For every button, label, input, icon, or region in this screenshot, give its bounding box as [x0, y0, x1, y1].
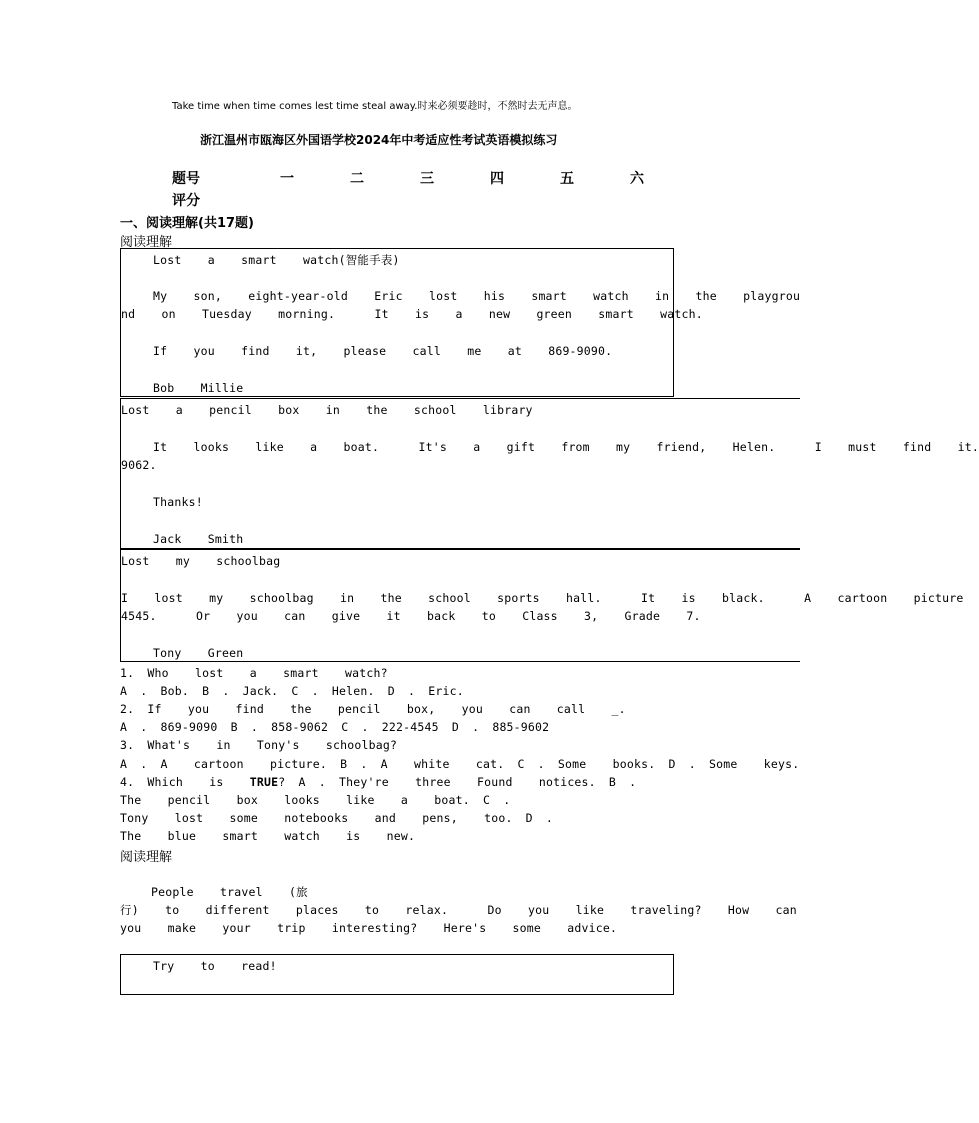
notice1-line: My son, eight-year-old Eric lost his smart watch in the playgrou — [153, 289, 801, 303]
question-4-stem: 4. Which is — [120, 775, 250, 789]
notice2-signature: Jack Smith — [153, 532, 244, 546]
advice-box-title: Try to read! — [153, 959, 277, 973]
score-col-2: 二 — [350, 171, 364, 187]
question-1: 1. Who lost a smart watch? — [120, 666, 388, 680]
question-4-option-line: Tony lost some notebooks and pens, too. D . — [120, 811, 554, 825]
notice1-title: Lost a smart watch(智能手表) — [153, 253, 400, 267]
notice2-line: 9062. — [121, 458, 157, 472]
question-2: 2. If you find the pencil box, you can call _. — [120, 702, 626, 716]
motto-text: Take time when time comes lest time steal away.时来必须要趁时，不然时去无声息。 — [172, 101, 578, 112]
part2-label: 阅读理解 — [120, 850, 173, 865]
notice2-line: Thanks! — [153, 495, 203, 509]
question-1-options: A . Bob. B . Jack. C . Helen. D . Eric. — [120, 684, 464, 698]
notice-box-2 — [120, 398, 800, 549]
score-col-4: 四 — [490, 171, 504, 187]
score-col-3: 三 — [420, 171, 434, 187]
score-row-label: 题号 — [172, 171, 200, 187]
section-heading: 一、阅读理解(共17题) — [120, 216, 254, 231]
score-row2-label: 评分 — [172, 193, 200, 209]
score-col-5: 五 — [560, 171, 574, 187]
score-col-1: 一 — [280, 171, 294, 187]
notice3-title: Lost my schoolbag — [121, 554, 281, 568]
question-4-option-line: The blue smart watch is new. — [120, 829, 416, 843]
score-col-6: 六 — [630, 171, 644, 187]
question-4 — [120, 775, 636, 789]
page-title: 浙江温州市瓯海区外国语学校2024年中考适应性考试英语模拟练习 — [200, 133, 558, 147]
notice3-signature: Tony Green — [153, 646, 244, 660]
part1-label: 阅读理解 — [120, 235, 173, 250]
question-4-stem-end: ? A . They're three Found notices. B . — [278, 775, 637, 789]
question-4-true-keyword: TRUE — [249, 775, 279, 789]
notice1-signature: Bob Millie — [153, 381, 244, 395]
question-4-option-line: The pencil box looks like a boat. C . — [120, 793, 511, 807]
passage2-line: People travel (旅 — [151, 885, 308, 899]
notice-box-1 — [120, 248, 674, 397]
score-table-header — [172, 168, 672, 190]
notice3-line: 4545. Or you can give it back to Class 3, Grade 7. — [121, 609, 701, 623]
passage2-line: 行) to different places to relax. Do you like traveling? How can — [120, 903, 797, 917]
question-2-options: A . 869-9090 B . 858-9062 C . 222-4545 D . 885-9602 — [120, 720, 550, 734]
notice1-line: If you find it, please call me at 869-9090. — [153, 344, 613, 358]
notice3-line: I lost my schoolbag in the school sports hall. It is black. A cartoon picture — [121, 591, 964, 605]
notice2-line: It looks like a boat. It's a gift from my friend, Helen. I must find it. — [153, 440, 979, 454]
passage2-line: you make your trip interesting? Here's some advice. — [120, 921, 618, 935]
notice1-line: nd on Tuesday morning. It is a new green smart watch. — [121, 307, 703, 321]
notice2-title: Lost a pencil box in the school library — [121, 403, 533, 417]
question-3-options: A . A cartoon picture. B . A white cat. C . Some books. D . Some keys. — [120, 757, 800, 771]
question-3: 3. What's in Tony's schoolbag? — [120, 738, 398, 752]
